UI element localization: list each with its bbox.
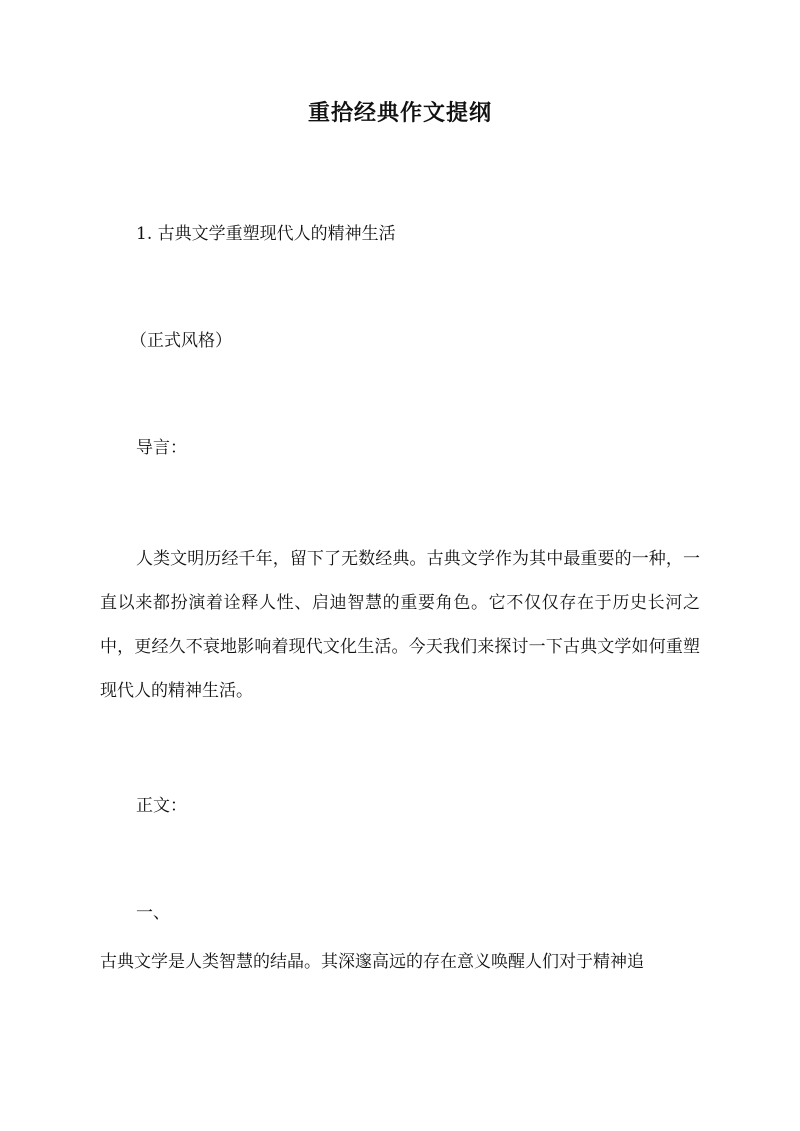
section-heading: 1. 古典文学重塑现代人的精神生活 [136, 224, 396, 244]
document-title: 重拾经典作文提纲 [307, 100, 492, 126]
body-label: 正文： [136, 796, 187, 816]
point-one-text: 古典文学是人类智慧的结晶。其深邃高远的存在意义唤醒人们对于精神追 [100, 952, 644, 972]
intro-label: 导言： [136, 438, 187, 458]
style-note: （正式风格） [130, 331, 232, 351]
intro-paragraph: 人类文明历经千年，留下了无数经典。古典文学作为其中最重要的一种，一直以来都扮演着诠释人性、启迪智慧的重要角色。它不仅仅存在于历史长河之中，更经久不衰地影响着现代文化生活。今天我们来探讨一下古典文学如何重塑现代人的精神生活。 [100, 549, 700, 701]
point-one-label: 一、 [136, 903, 170, 923]
